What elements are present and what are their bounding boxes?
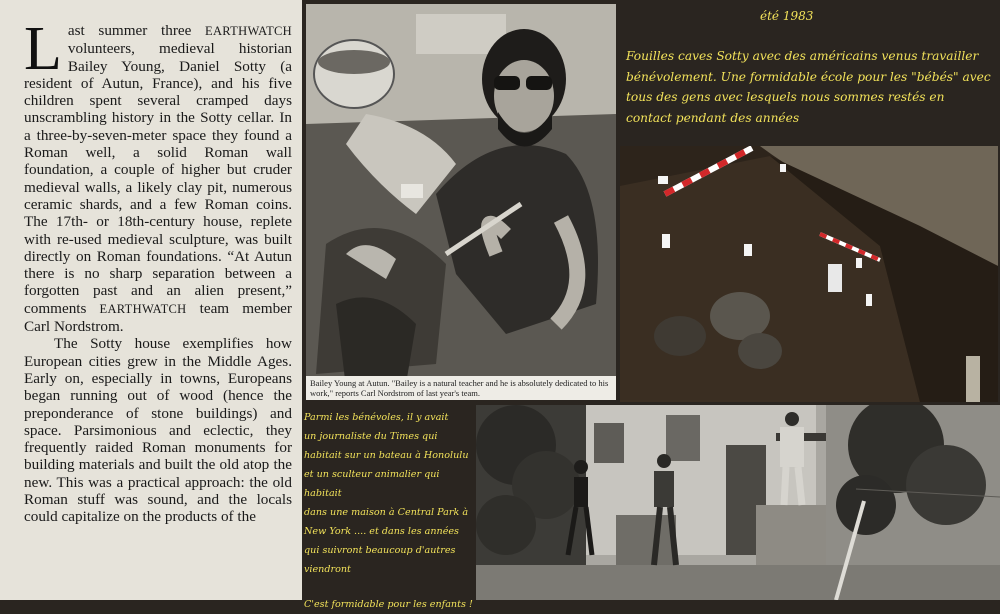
article-paragraph-2: The Sotty house exemplifies how European cities grew in the Middle Ages. Early on, especially in towns, Europeans began running out of wood (hence the preponderance of stone buildings) and space. Parsimonious and eclectic, they frequently raided Roman monuments for building materials and built the old atop the new. This was a practical approach: the old Roman stuff was sound, and the locals could capitalize on the products of the	[24, 335, 292, 526]
photo-caption: Bailey Young at Autun. "Bailey is a natural teacher and he is absolutely dedicated to his work," reports Carl Nordstrom of last year's team.	[306, 376, 616, 400]
note-volunteers	[304, 408, 474, 614]
photo-bailey-young-image	[306, 4, 616, 400]
photo-bailey-young	[306, 4, 616, 400]
note-volunteers-line: habitait sur un bateau à Honolulu	[304, 450, 469, 461]
note-volunteers-line: qui suivront beaucoup d'autres viendront	[304, 545, 456, 575]
note-excavation: Fouilles caves Sotty avec des américains venus travailler bénévolement. Une formidable école pour les "bébés" avec tous des gens avec lesquels nous sommes restés en contact pendant des années	[626, 49, 991, 125]
photo-excavation-trench	[620, 146, 998, 402]
note-volunteers-line: un journaliste du Times qui	[304, 431, 438, 442]
drop-cap: L	[24, 15, 62, 83]
photo-volunteers-yard	[476, 405, 1000, 600]
magazine-article	[0, 0, 302, 600]
photo-excavation-trench-image	[620, 146, 998, 402]
note-volunteers-end: C'est formidable pour les enfants !	[304, 599, 473, 610]
note-volunteers-line: New York .... et dans les années	[304, 526, 459, 537]
article-paragraph-1: Last summer three EARTHWATCH volunteers, medieval historian Bailey Young, Daniel Sotty (a resident of Autun, France), and his five children spent several cramped days unscrambling history in the Sotty cellar. In a three-by-seven-meter space they found a Roman well, a solid Roman wall foundation, a couple of higher but cruder medieval walls, a likely clay pit, numerous ceramic shards, and a few Roman coins. The 17th- or 18th-century house, replete with re-used medieval sculpture, was built directly on Roman foundations. “At Autun there is no sharp separation between a forgotten past and an alien present,” comments EARTHWATCH team member Carl Nordstrom.	[24, 15, 292, 336]
photo-volunteers-yard-image	[476, 405, 1000, 600]
note-volunteers-line: et un sculteur animalier qui habitait	[304, 469, 440, 499]
note-date: été 1983	[760, 9, 814, 23]
note-volunteers-line: Parmi les bénévoles, il y avait	[304, 412, 449, 423]
note-volunteers-line: dans une maison à Central Park à	[304, 507, 469, 518]
